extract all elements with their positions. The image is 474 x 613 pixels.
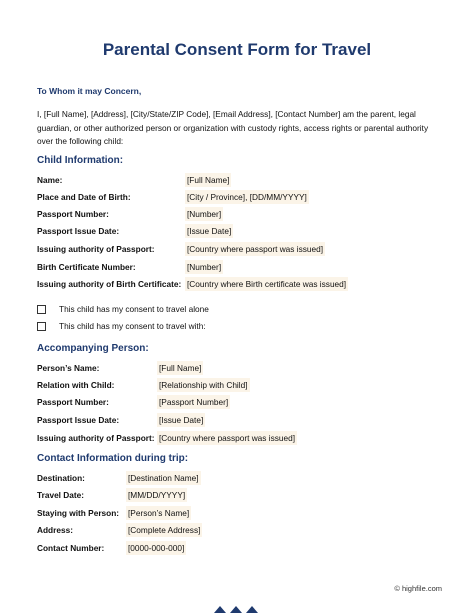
contact-section-heading: Contact Information during trip: [37,453,189,464]
accompanying-section-heading: Accompanying Person: [37,343,149,354]
field-value[interactable]: [MM/DD/YYYY] [128,490,186,500]
field-label: Travel Date: [37,490,85,500]
field-value[interactable]: [City / Province], [DD/MM/YYYY] [187,192,307,202]
field-value[interactable]: [0000-000-000] [128,543,185,553]
field-label: Passport Number: [37,209,109,219]
field-label: Issuing authority of Birth Certificate: [37,279,182,289]
field-label: Passport Number: [37,397,109,407]
field-value[interactable]: [Number] [187,209,222,219]
field-label: Contact Number: [37,543,105,553]
field-value[interactable]: [Number] [187,262,222,272]
field-value[interactable]: [Issue Date] [159,415,204,425]
greeting: To Whom it may Concern, [37,86,142,96]
field-value[interactable]: [Country where passport was issued] [159,433,296,443]
checkbox-label: This child has my consent to travel with: [59,321,206,331]
field-value[interactable]: [Issue Date] [187,226,232,236]
consent-with-checkbox[interactable] [37,322,46,331]
field-label: Name: [37,175,63,185]
consent-alone-checkbox[interactable] [37,305,46,314]
field-label: Staying with Person: [37,508,120,518]
field-label: Place and Date of Birth: [37,192,131,202]
brand-logo-icon [212,605,262,613]
field-value[interactable]: [Destination Name] [128,473,199,483]
field-label: Birth Certificate Number: [37,262,136,272]
document-title: Parental Consent Form for Travel [102,40,372,59]
field-value[interactable]: [Relationship with Child] [159,380,248,390]
field-label: Passport Issue Date: [37,226,120,236]
field-label: Issuing authority of Passport: [37,433,155,443]
child-section-heading: Child Information: [37,155,124,166]
field-label: Person’s Name: [37,363,100,373]
field-value[interactable]: [Person’s Name] [128,508,190,518]
checkbox-label: This child has my consent to travel alone [59,304,209,314]
copyright-footer: © highfile.com [394,584,442,593]
field-label: Destination: [37,473,85,483]
field-value[interactable]: [Country where passport was issued] [187,244,324,254]
field-label: Address: [37,525,73,535]
field-value[interactable]: [Passport Number] [159,397,229,407]
intro-paragraph: I, [Full Name], [Address], [City/State/ZIP Code], [Email Address], [Contact Number] am the parent, legal guardian, or other authorized person or organization with custody rights, access rights or parental authority over the following child: [37,109,429,146]
field-value[interactable]: [Country where Birth certificate was issued] [187,279,347,289]
field-value[interactable]: [Full Name] [187,175,230,185]
field-label: Passport Issue Date: [37,415,120,425]
field-value[interactable]: [Complete Address] [128,525,201,535]
field-label: Issuing authority of Passport: [37,244,155,254]
field-label: Relation with Child: [37,380,115,390]
field-value[interactable]: [Full Name] [159,363,202,373]
